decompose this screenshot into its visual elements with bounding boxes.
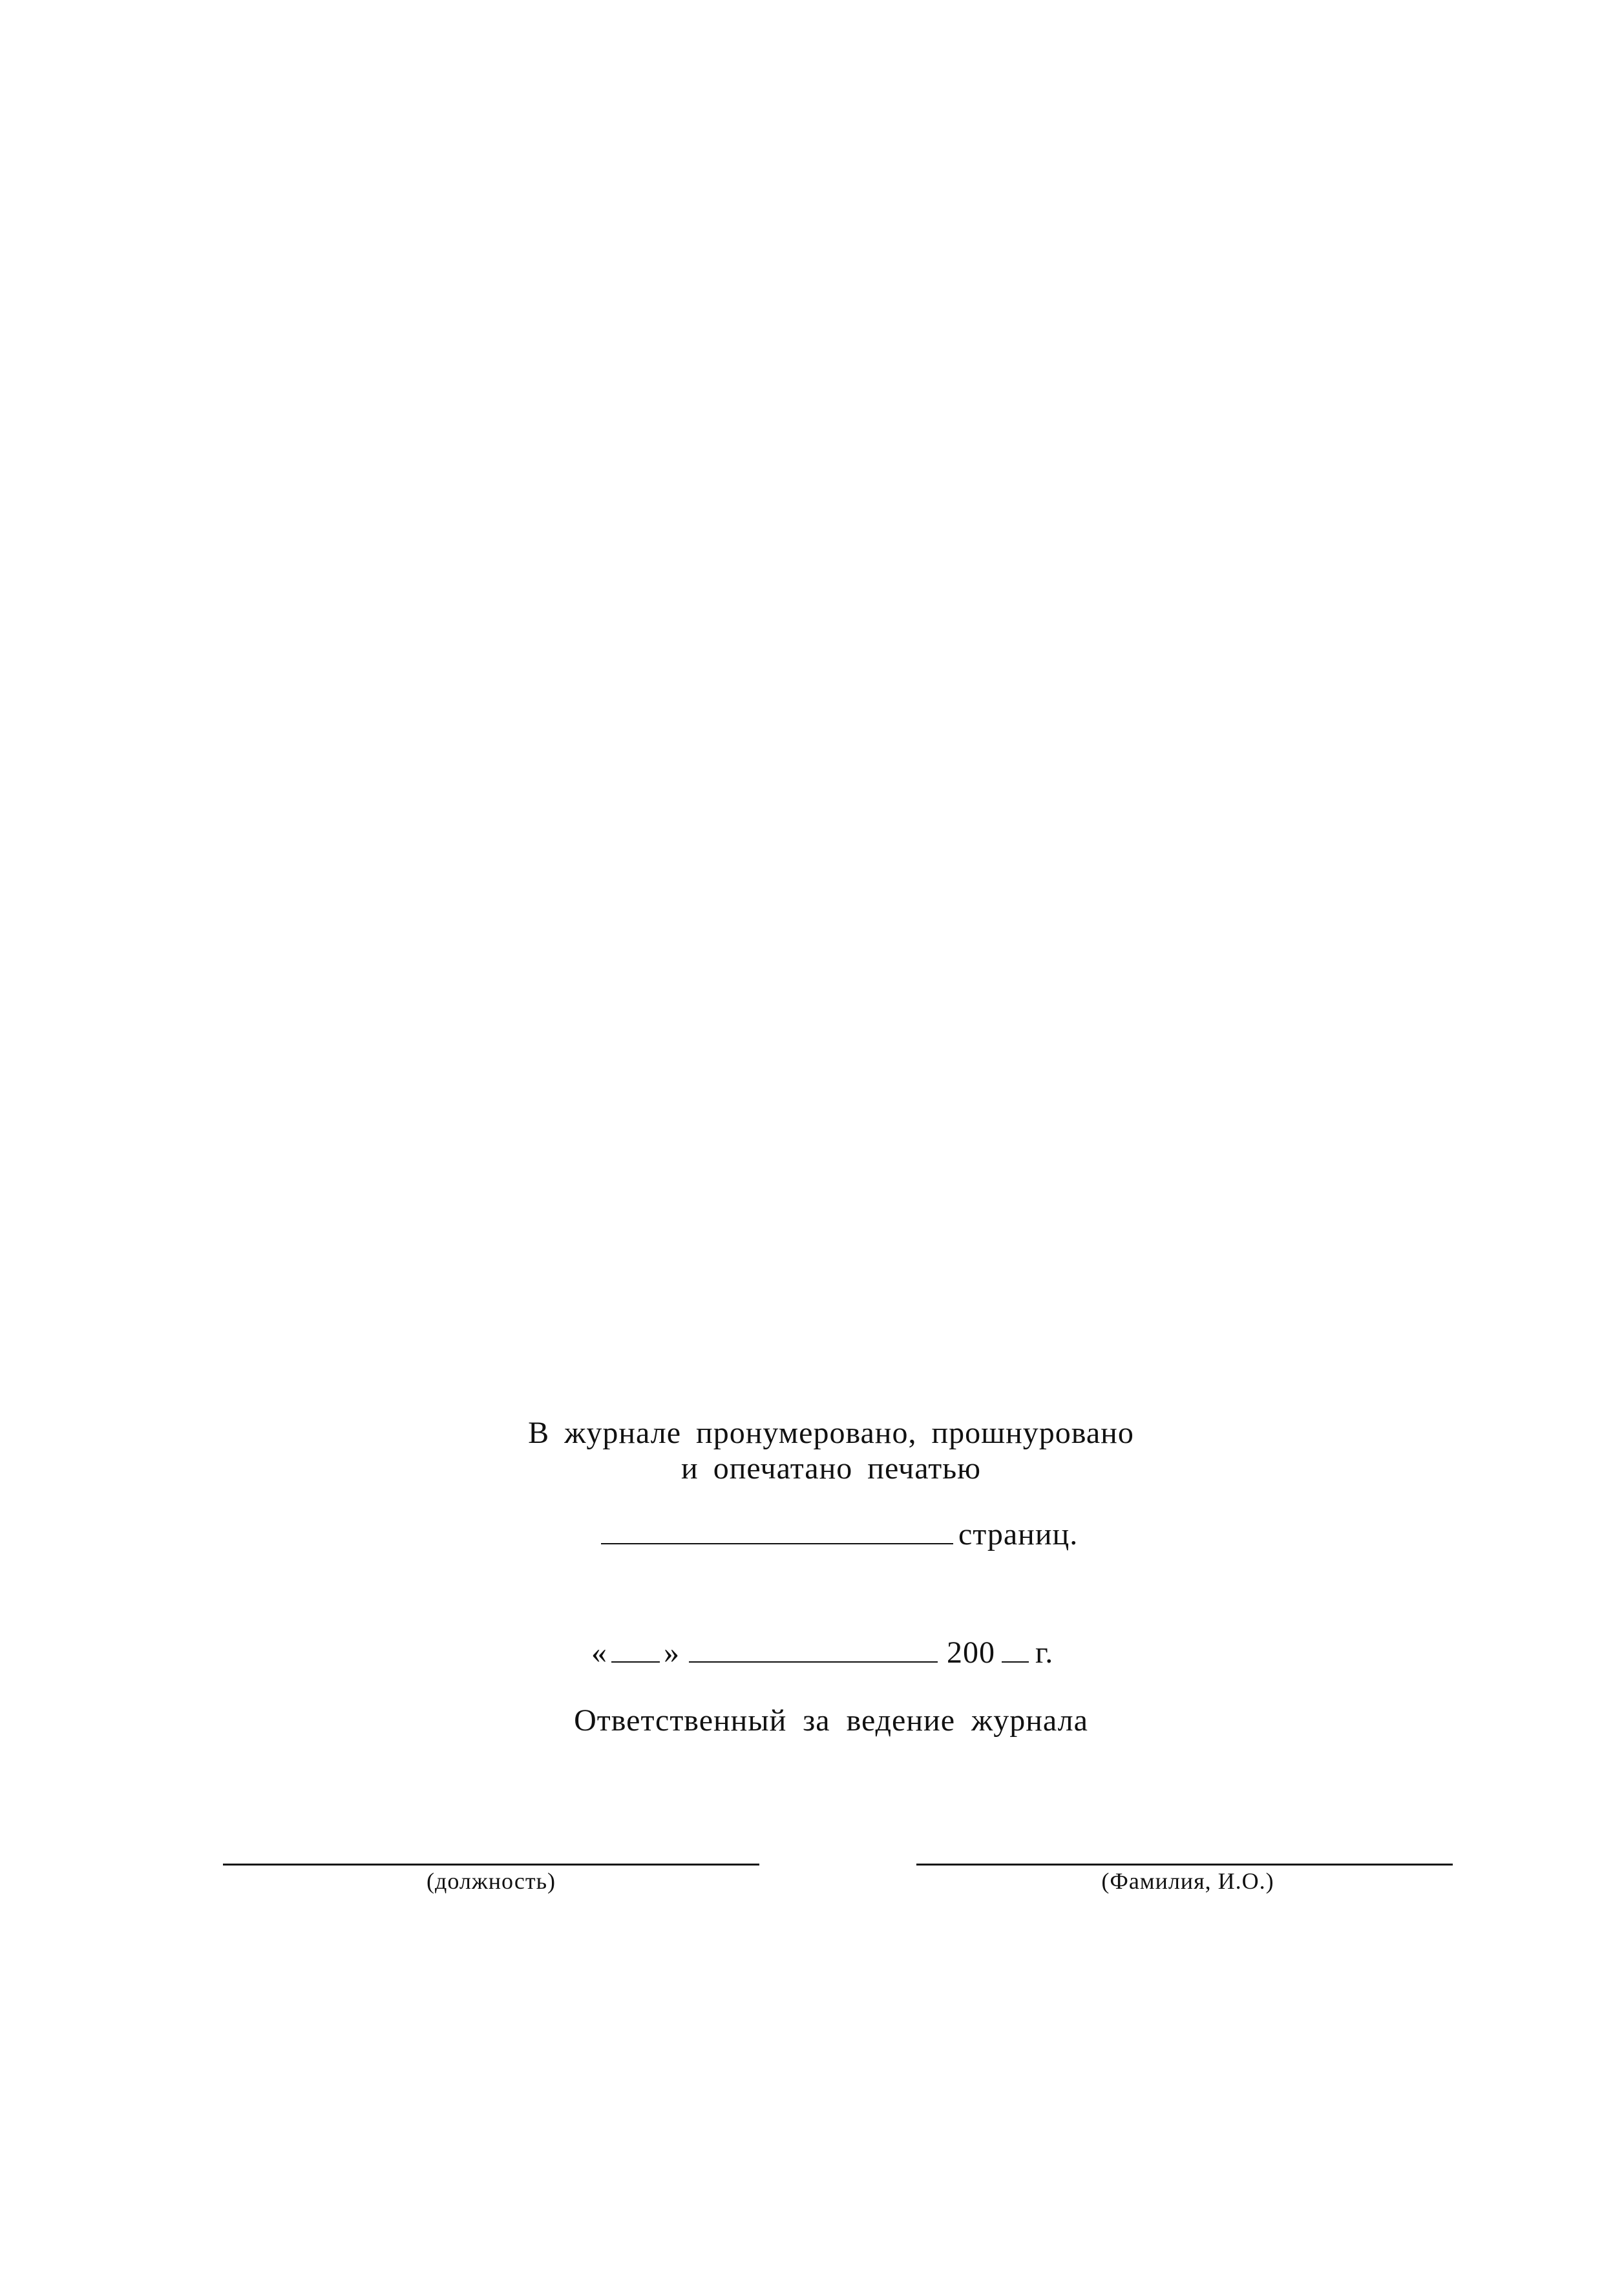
date-year-prefix: 200 xyxy=(947,1635,995,1670)
position-caption: (должность) xyxy=(427,1868,556,1894)
date-year-blank[interactable] xyxy=(1002,1661,1029,1663)
date-year-suffix: г. xyxy=(1035,1635,1054,1670)
date-row xyxy=(591,1635,1053,1670)
date-day-blank[interactable] xyxy=(611,1661,660,1663)
name-signature-line[interactable] xyxy=(916,1864,1453,1866)
date-month-blank[interactable] xyxy=(689,1661,938,1663)
name-caption: (Фамилия, И.О.) xyxy=(1101,1868,1274,1894)
pages-count-blank[interactable] xyxy=(601,1542,953,1544)
pages-suffix: страниц. xyxy=(958,1517,1079,1551)
date-close-quote: » xyxy=(664,1635,680,1670)
pages-count-row xyxy=(601,1517,1078,1552)
responsible-label: Ответственный за ведение журнала xyxy=(574,1703,1088,1738)
statement-line-1: В журнале пронумеровано, прошнуровано xyxy=(528,1416,1134,1450)
position-signature-line[interactable] xyxy=(223,1864,759,1866)
statement-line-2: и опечатано печатью xyxy=(681,1451,981,1486)
date-open-quote: « xyxy=(591,1635,607,1670)
